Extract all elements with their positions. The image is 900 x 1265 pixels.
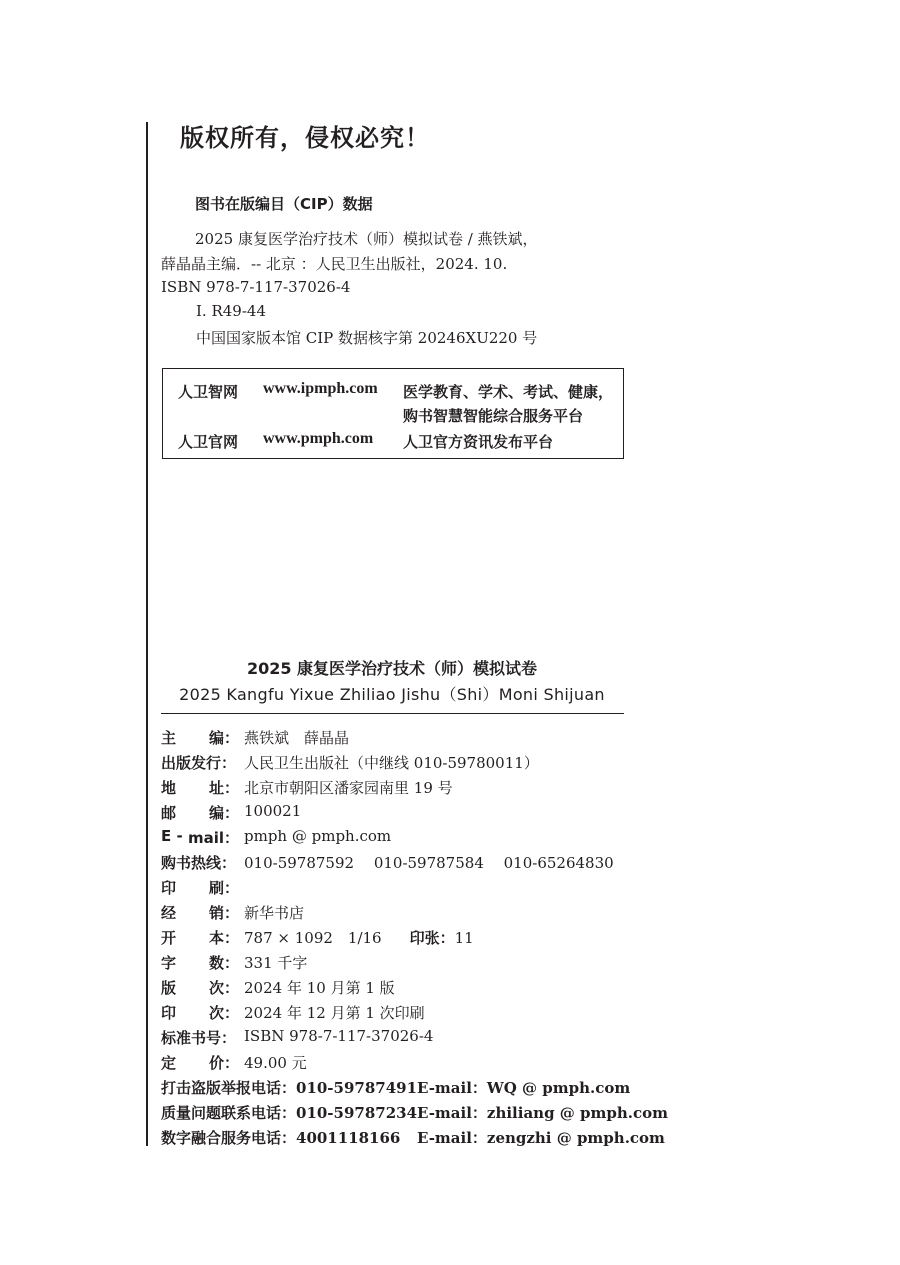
left-margin-rule xyxy=(146,122,148,1146)
website-desc: 购书智慧智能综合服务平台 xyxy=(403,407,584,425)
detail-value: 787 × 1092 1/16 印张：11 xyxy=(244,929,474,947)
report-line-quality: 质量问题联系电话：010-59787234 E-mail：zhiliang @ pmph.com xyxy=(161,1104,668,1122)
detail-value: 2024 年 12 月第 1 次印刷 xyxy=(244,1004,425,1022)
detail-value: 北京市朝阳区潘家园南里 19 号 xyxy=(244,779,453,797)
report-email[interactable]: E-mail：WQ @ pmph.com xyxy=(417,1079,631,1097)
cip-line-2: 薛晶晶主编．-- 北京 ：人民卫生出版社，2024. 10. xyxy=(161,255,508,273)
detail-value: 100021 xyxy=(244,802,302,820)
detail-value: 49.00 元 xyxy=(244,1054,307,1072)
detail-value: ISBN 978-7-117-37026-4 xyxy=(244,1027,434,1045)
detail-value[interactable]: pmph @ pmph.com xyxy=(244,827,392,845)
copyright-heading: 版权所有，侵权必究！ xyxy=(180,124,430,152)
detail-value: 2024 年 10 月第 1 版 xyxy=(244,979,395,997)
website-desc: 医学教育、学术、考试、健康， xyxy=(403,383,614,401)
website-url[interactable]: www.pmph.com xyxy=(263,430,374,447)
website-name: 人卫智网 xyxy=(178,383,239,401)
detail-value: 010-59787592 010-59787584 010-65264830 xyxy=(244,854,614,872)
website-desc: 人卫官方资讯发布平台 xyxy=(403,433,554,451)
cip-isbn: ISBN 978-7-117-37026-4 xyxy=(161,278,351,296)
report-line-piracy: 打击盗版举报电话：010-59787491 E-mail：WQ @ pmph.com xyxy=(161,1079,631,1097)
cip-line-1: 2025 康复医学治疗技术（师）模拟试卷 / 燕铁斌， xyxy=(195,230,538,248)
report-line-digital: 数字融合服务电话：4001118166 E-mail：zengzhi @ pmph.com xyxy=(161,1129,665,1147)
sheets-label: 印张： xyxy=(409,929,455,947)
detail-value: 331 千字 xyxy=(244,954,308,972)
cip-title: 图书在版编目（CIP）数据 xyxy=(195,195,373,213)
title-divider xyxy=(161,713,624,714)
book-title-chinese: 2025 康复医学治疗技术（师）模拟试卷 xyxy=(246,659,538,678)
detail-value: 燕铁斌 薛晶晶 xyxy=(244,729,350,747)
website-url[interactable]: www.ipmph.com xyxy=(263,380,378,397)
report-email[interactable]: E-mail：zengzhi @ pmph.com xyxy=(417,1129,665,1147)
report-email[interactable]: E-mail：zhiliang @ pmph.com xyxy=(417,1104,668,1122)
cip-record-number: 中国国家版本馆 CIP 数据核字第 20246XU220 号 xyxy=(196,329,538,347)
book-title-pinyin: 2025 Kangfu Yixue Zhiliao Jishu（Shi）Moni Shijuan xyxy=(179,685,605,704)
detail-value: 人民卫生出版社（中继线 010-59780011） xyxy=(244,754,539,772)
detail-value: 新华书店 xyxy=(244,904,305,922)
website-box xyxy=(162,368,624,459)
cip-classification: Ⅰ. R49-44 xyxy=(196,302,266,320)
website-name: 人卫官网 xyxy=(178,433,239,451)
sheets-value: 11 xyxy=(454,929,474,947)
